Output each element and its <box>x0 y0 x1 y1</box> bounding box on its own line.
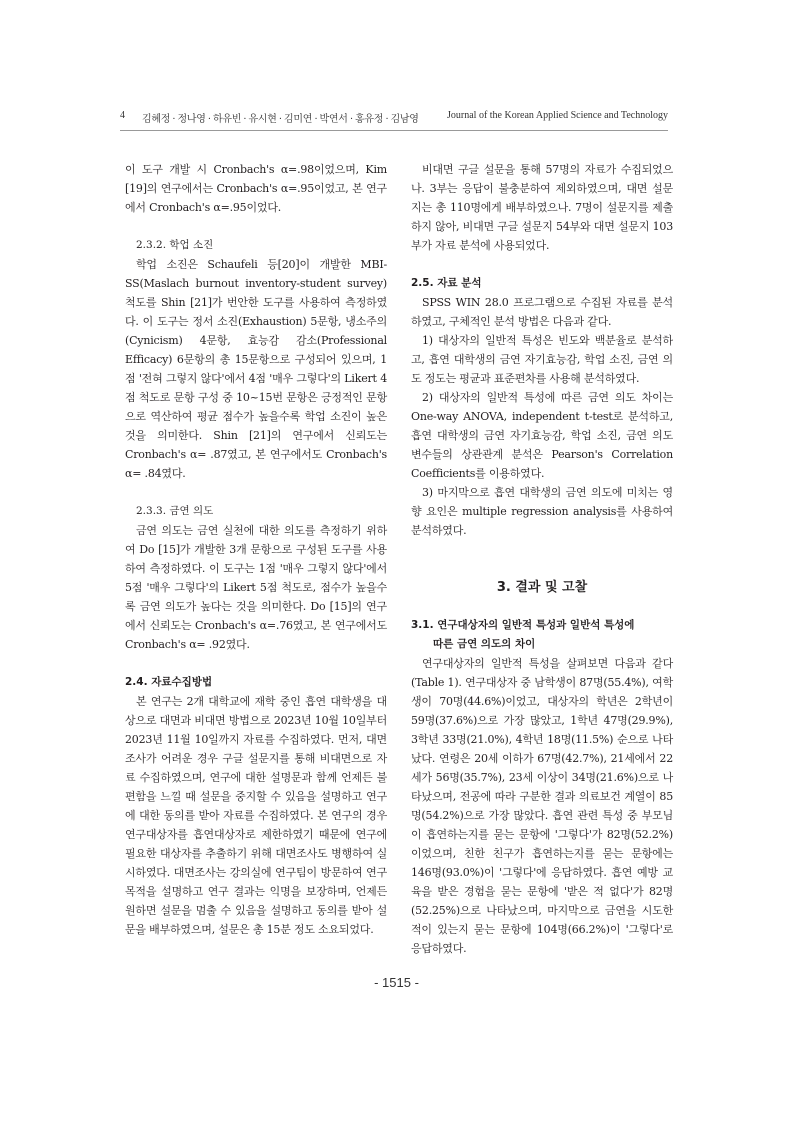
section-3-1-paragraph: 연구대상자의 일반적 특성을 살펴보면 다음과 같다(Table 1). 연구대상자 중 남학생이 87명(55.4%), 여학생이 70명(44.6%)이었고, 대상자의 학년은 2학년이 59명(37.6%)으로 가장 많았고, 1학년 47명(29.9%), 3학년 33명(21.0%), 4학년 18명(11.5%) 순으로 나타났다. 연령은 20세 이하가 67명(42.7%), 21세에서 22세가 56명(35.7%), 23세 이상이 34명(21.6%)으로 나타났으며, 전공에 따라 구분한 결과 의료보건 계열이 85명(54.2%)으로 가장 많았다. 흡연 관련 특성 중 부모님이 흡연하는지를 묻는 문항에 '그렇다'가 82명(52.2%)이었으며, 친한 친구가 흡연하는지를 묻는 문항에는 146명(93.0%)이 '그렇다'에 응답하였다. 흡연 예방 교육을 받은 경험을 묻는 문항에 '받은 적 없다'가 82명(52.25%)으로 나타났으며, 마지막으로 금연을 시도한 적이 있는지 묻는 문항에 104명(66.2%)이 '그렇다'로 응답하였다. <box>411 657 673 955</box>
section-3-heading: 3. 결과 및 고찰 <box>496 580 588 595</box>
continued-paragraph: 비대면 구글 설문을 통해 57명의 자료가 수집되었으나. 3부는 응답이 불충분하여 제외하였으며, 대면 설문지는 총 110명에게 배부하였으나. 7명이 설문지를 제출하지 않아, 비대면 구글 설문지 54부와 대면 설문지 103부가 자료 분석에 사용되었다. <box>411 163 673 252</box>
left-column <box>125 160 387 939</box>
header-page-number: 4 <box>120 110 125 121</box>
header-rule <box>120 130 668 131</box>
section-2-5-paragraph-4: 3) 마지막으로 흡연 대학생의 금연 의도에 미치는 영향 요인은 multiple regression analysis를 사용하여 분석하였다. <box>411 486 673 537</box>
section-2-3-3-paragraph: 금연 의도는 금연 실천에 대한 의도를 측정하기 위하여 Do [15]가 개발한 3개 문항으로 구성된 도구를 사용하여 측정하였다. 이 도구는 1점 '매우 그렇지 않다'에서 5점 '매우 그렇다'의 Likert 5점 척도로, 점수가 높을수록 금연 의도가 높다는 것을 의미한다. Do [15]의 연구에서 신뢰도는 Cronbach's α=.76였고, 본 연구에서도 Cronbach's α= .92였다. <box>125 524 387 651</box>
section-2-4-heading: 2.4. 자료수집방법 <box>125 676 213 688</box>
section-2-5-heading: 2.5. 자료 분석 <box>411 277 482 289</box>
section-3-1-heading-line-2: 따른 금연 의도의 차이 <box>433 638 536 650</box>
spacer <box>125 654 387 673</box>
section-2-5-paragraph-1: SPSS WIN 28.0 프로그램으로 수집된 자료를 분석하였고, 구체적인 분석 방법은 다음과 같다. <box>411 296 673 328</box>
intro-paragraph: 이 도구 개발 시 Cronbach's α=.98이었으며, Kim [19]의 연구에서는 Cronbach's α=.95이었고, 본 연구에서 Cronbach's α=.95이었다. <box>125 163 387 214</box>
spacer <box>411 540 673 578</box>
header-authors: 김혜정 · 정나영 · 하유빈 · 유시현 · 김미연 · 박연서 · 홍유정 · 김남영 <box>142 114 419 125</box>
spacer <box>125 483 387 502</box>
spacer <box>411 597 673 616</box>
section-2-4-paragraph: 본 연구는 2개 대학교에 재학 중인 흡연 대학생을 대상으로 대면과 비대면 방법으로 2023년 10월 10일부터 2023년 11월 10일까지 자료를 수집하였다. 먼저, 대면조사가 어려운 경우 구글 설문지를 통해 비대면으로 자료 수집하였으며, 연구에 대한 설명문과 함께 언제든 불편함을 느낄 때 설문을 중지할 수 있음을 설명하고 연구에 대한 동의를 받아 자료를 수집하였다. 본 연구의 경우 연구대상자를 흡연대상자로 제한하였기 때문에 연구에 필요한 대상자를 추출하기 위해 대면조사도 병행하여 실시하였다. 대면조사는 강의실에 연구팀이 방문하여 연구 목적을 설명하고 연구 결과는 익명을 보장하며, 언제든 원하면 설문을 멈출 수 있음을 설명하고 동의를 받아 설문을 배부하였으며, 설문은 총 15분 정도 소요되었다. <box>125 695 387 936</box>
spacer <box>411 255 673 274</box>
right-column <box>411 160 673 958</box>
page-footer-number: - 1515 - <box>374 975 419 990</box>
running-header <box>120 110 668 126</box>
header-journal-title: Journal of the Korean Applied Science and Technology <box>447 110 668 121</box>
spacer <box>125 217 387 236</box>
section-2-5-paragraph-2: 1) 대상자의 일반적 특성은 빈도와 백분율로 분석하고, 흡연 대학생의 금연 자기효능감, 학업 소진, 금연 의도 정도는 평균과 표준편차를 사용해 분석하였다. <box>411 334 673 385</box>
section-2-3-3-heading: 2.3.3. 금연 의도 <box>136 505 214 517</box>
section-3-1-heading-line-1: 3.1. 연구대상자의 일반적 특성과 일반석 특성에 <box>411 619 635 631</box>
section-2-5-paragraph-3: 2) 대상자의 일반적 특성에 따른 금연 의도 차이는 One-way ANOVA, independent t-test로 분석하고, 흡연 대학생의 금연 자기효능감, 학업 소진, 금연 의도 변수들의 상관관계 분석은 Pearson's Correlation Coefficients를 이용하였다. <box>411 391 673 480</box>
section-2-3-2-heading: 2.3.2. 학업 소진 <box>136 239 214 251</box>
section-2-3-2-paragraph: 학업 소진은 Schaufeli 등[20]이 개발한 MBI-SS(Maslach burnout inventory-student survey) 척도를 Shin [21]가 번안한 도구를 사용하여 측정하였다. 이 도구는 정서 소진(Exhaustion) 5문항, 냉소주의(Cynicism) 4문항, 효능감 감소(Professional Efficacy) 6문항의 총 15문항으로 구성되어 있으며, 1점 '전혀 그렇지 않다'에서 4점 '매우 그렇다'의 Likert 4점 척도로 문항 구성 중 10~15번 문항은 긍정적인 문항으로 역산하여 평균 점수가 높을수록 학업 소진이 높은 것을 의미한다. Shin [21]의 연구에서 신뢰도는 Cronbach's α= .87였고, 본 연구에서도 Cronbach's α= .84였다. <box>125 258 387 480</box>
